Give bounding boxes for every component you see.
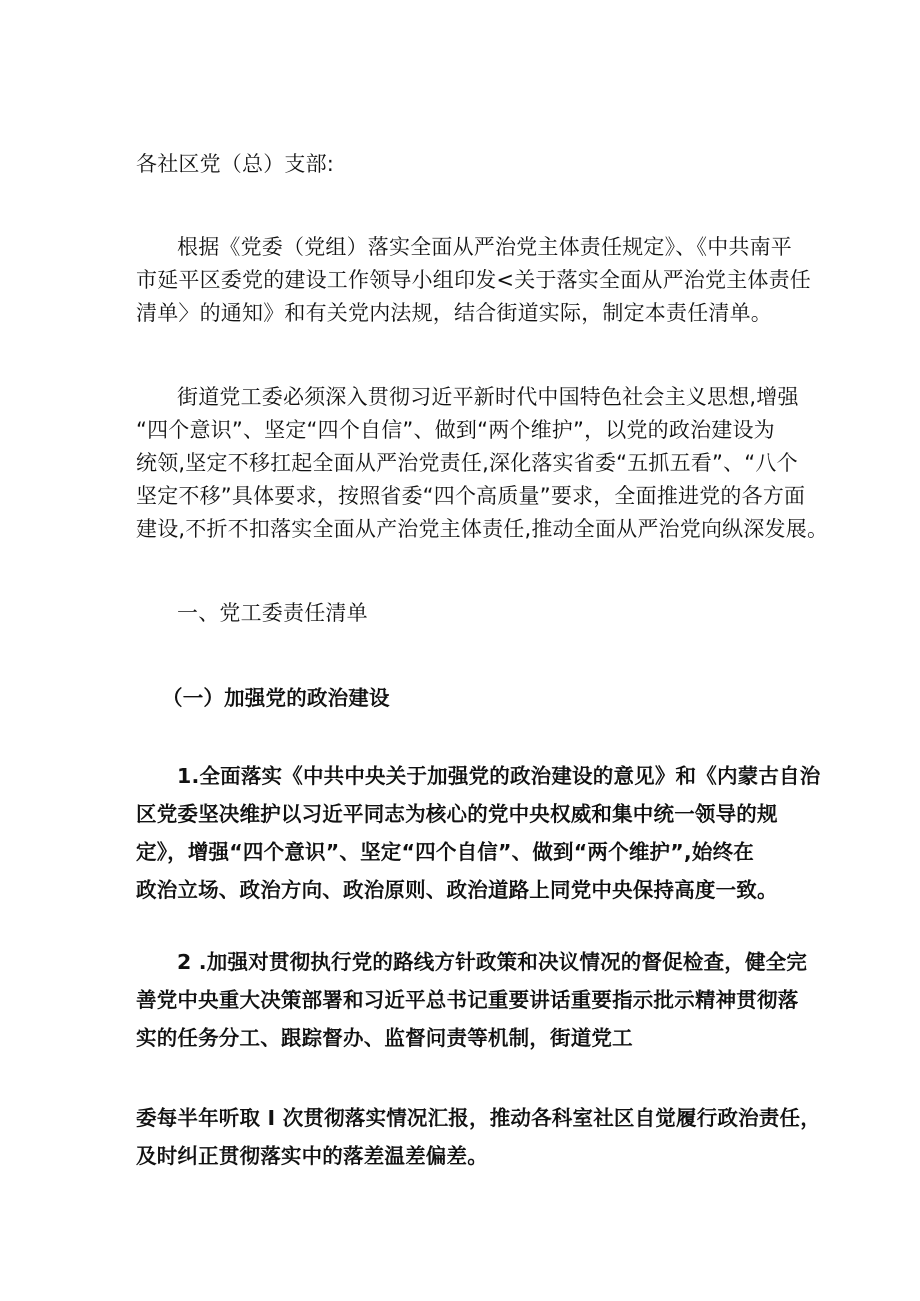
paragraph-1-line-1: 根据《党委（党组）落实全面从严治党主体责任规定》、《中共南平 bbox=[177, 235, 792, 259]
item-1-line-1: 1.全面落实《中共中央关于加强党的政治建设的意见》和《内蒙古自治 bbox=[177, 764, 821, 788]
item-1-line-2: 区党委坚决维护以习近平同志为核心的党中央权威和集中统一领导的规 bbox=[136, 802, 778, 826]
section-heading-1: 一、党工委责任清单 bbox=[177, 601, 368, 625]
item-1-line-4: 政治立场、政治方向、政治原则、政治道路上同党中央保持高度一致。 bbox=[136, 878, 778, 902]
paragraph-2-line-3: 统领,坚定不移扛起全面从严治党责任,深化落实省委“五抓五看”、“八个 bbox=[136, 451, 798, 475]
item-1-line-3: 定》，增强“四个意识”、坚定“四个自信”、做到“两个维护”,始终在 bbox=[136, 840, 754, 864]
paragraph-2-line-4: 坚定不移”具体要求，按照省委“四个高质量”要求，全面推进党的各方面 bbox=[136, 484, 806, 508]
item-2-continuation-line-1: 委每半年听取 I 次贯彻落实情况汇报，推动各科室社区自觉履行政治责任， bbox=[136, 1106, 821, 1130]
item-2-line-2: 善党中央重大决策部署和习近平总书记重要讲话重要指示批示精神贯彻落 bbox=[136, 988, 799, 1012]
paragraph-2-line-5: 建设,不折不扣落实全面从产治党主体责任,推动全面从严治党向纵深发展。 bbox=[136, 517, 829, 541]
item-2-continuation-line-2: 及时纠正贯彻落实中的落差温差偏差。 bbox=[136, 1144, 488, 1168]
paragraph-2-line-2: “四个意识”、坚定“四个自信”、做到“两个维护”，以党的政治建设为 bbox=[136, 418, 775, 442]
subsection-heading-1: （一）加强党的政治建设 bbox=[162, 686, 390, 710]
paragraph-2-line-1: 街道党工委必须深入贯彻习近平新时代中国特色社会主义思想,增强 bbox=[177, 385, 799, 409]
paragraph-1-line-2: 市延平区委党的建设工作领导小组印发<关于落实全面从严治党主体责任 bbox=[136, 268, 811, 292]
item-2-line-3: 实的任务分工、跟踪督办、监督问责等机制，街道党工 bbox=[136, 1026, 633, 1050]
paragraph-1-line-3: 清单〉的通知》和有关党内法规，结合街道实际，制定本责任清单。 bbox=[136, 301, 772, 325]
item-2-line-1: 2 .加强对贯彻执行党的路线方针政策和决议情况的督促检查，健全完 bbox=[177, 950, 808, 974]
salutation: 各社区党（总）支部: bbox=[136, 152, 335, 176]
